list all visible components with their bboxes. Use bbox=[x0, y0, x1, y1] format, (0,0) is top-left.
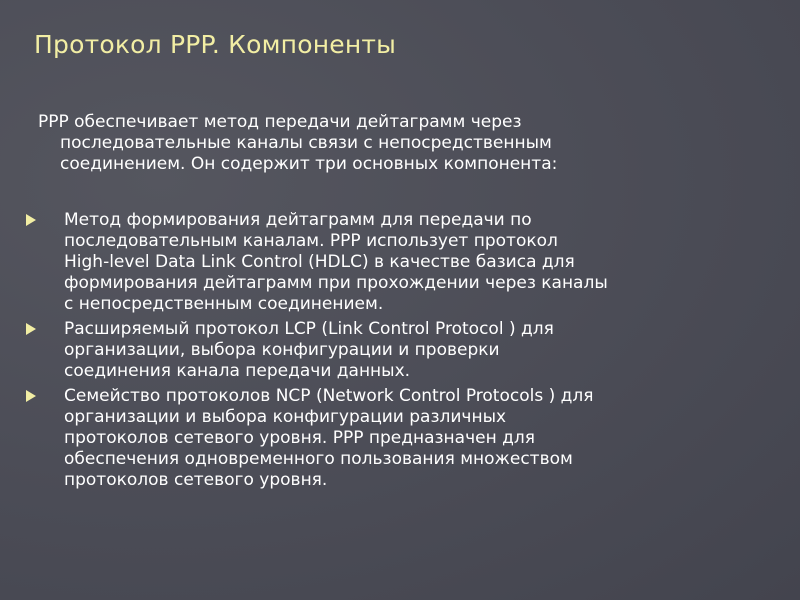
bullet-line: Расширяемый протокол LCP (Link Control Protocol ) для bbox=[64, 319, 554, 339]
bullet-line: Семейство протоколов NCP (Network Control Protocols ) для bbox=[64, 386, 594, 406]
bullet-line: с непосредственным соединением. bbox=[64, 294, 384, 314]
bullet-line: соединения канала передачи данных. bbox=[64, 361, 411, 381]
slide-title: Протокол PPP. Компоненты bbox=[34, 30, 397, 59]
bullet-line: формирования дейтаграмм при прохождении через каналы bbox=[64, 273, 608, 293]
bullet-item bbox=[0, 319, 800, 382]
intro-line: PPP обеспечивает метод передачи дейтаграмм через bbox=[38, 112, 522, 132]
bullet-item bbox=[0, 386, 800, 491]
intro-line: соединением. Он содержит три основных компонента: bbox=[60, 154, 558, 174]
bullet-line: Метод формирования дейтаграмм для передачи по bbox=[64, 210, 532, 230]
bullet-line: протоколов сетевого уровня. bbox=[64, 470, 328, 490]
bullet-line: High-level Data Link Control (HDLC) в качестве базиса для bbox=[64, 252, 575, 272]
triangle-right-icon bbox=[26, 214, 36, 226]
triangle-right-icon bbox=[26, 390, 36, 402]
bullet-line: организации, выбора конфигурации и проверки bbox=[64, 340, 500, 360]
bullet-line: протоколов сетевого уровня. PPP предназначен для bbox=[64, 428, 535, 448]
bullet-line: обеспечения одновременного пользования множеством bbox=[64, 449, 573, 469]
triangle-right-icon bbox=[26, 323, 36, 335]
bullet-line: организации и выбора конфигурации различных bbox=[64, 407, 507, 427]
bullet-line: последовательным каналам. PPP использует протокол bbox=[64, 231, 558, 251]
bullet-item bbox=[0, 210, 800, 315]
intro-line: последовательные каналы связи с непосредственным bbox=[60, 133, 552, 153]
intro-paragraph bbox=[38, 112, 758, 175]
bullet-list bbox=[0, 210, 800, 495]
